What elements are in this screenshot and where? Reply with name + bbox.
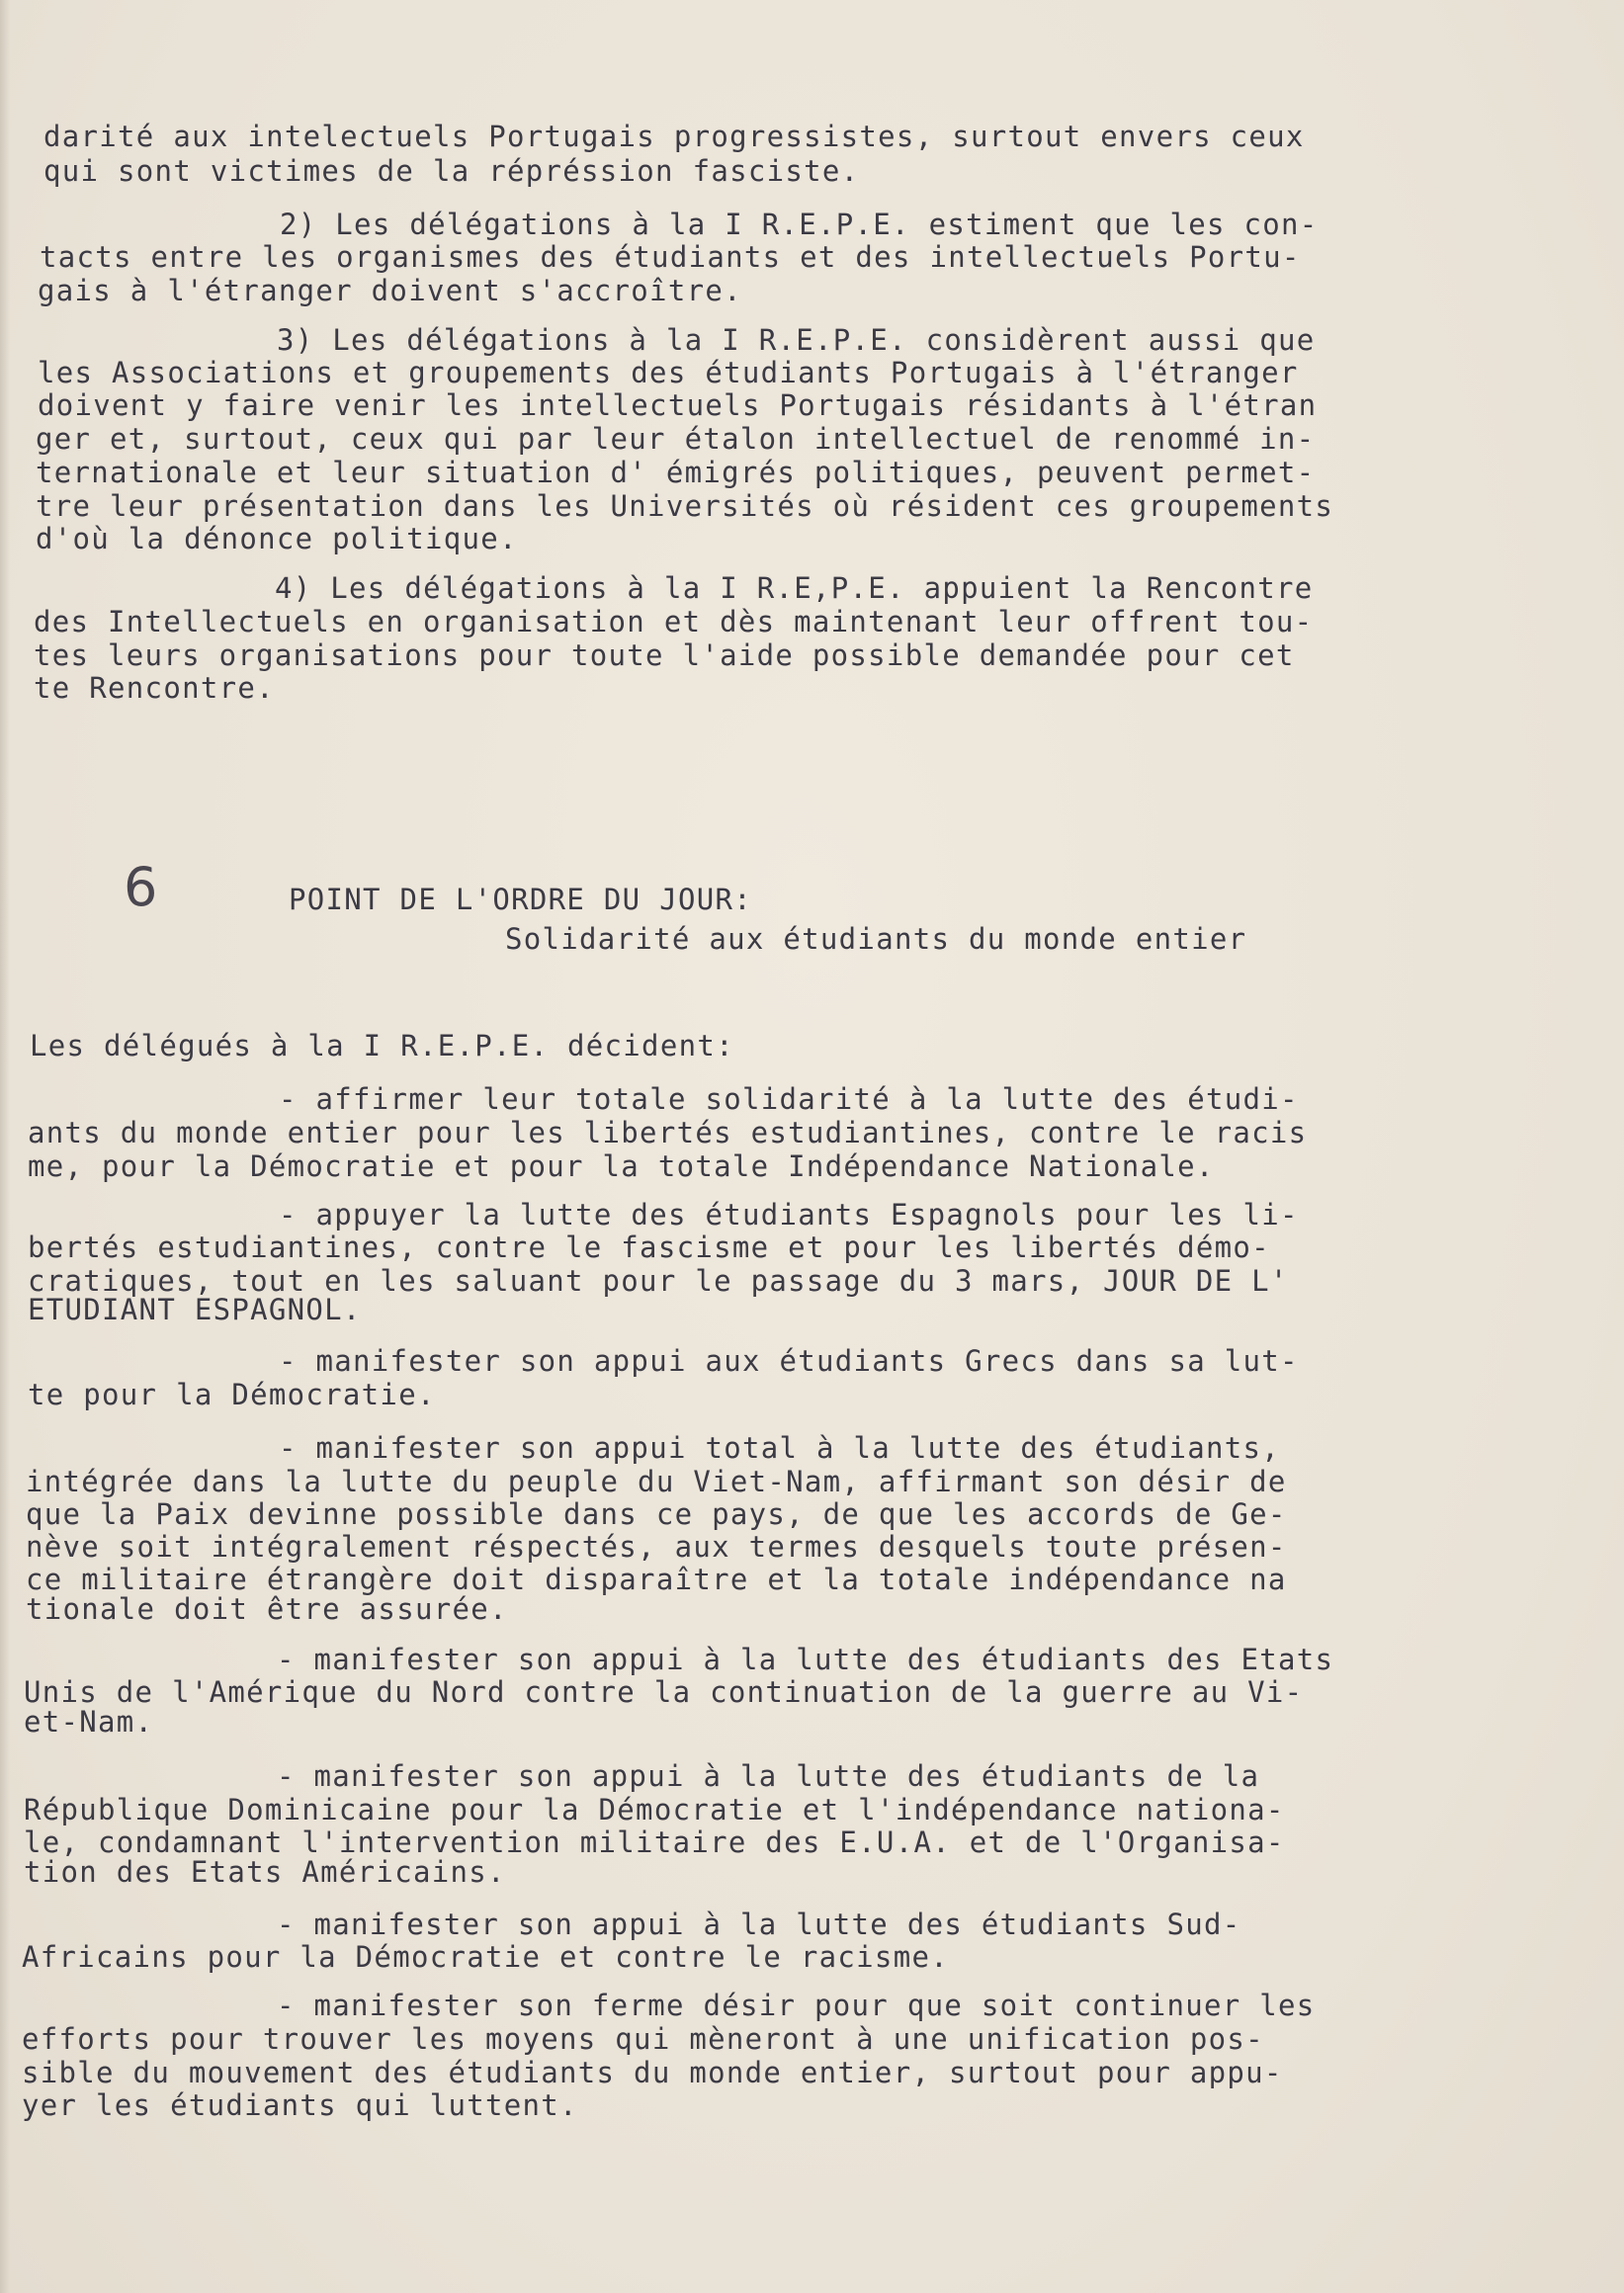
text-line: et-Nam. [24,1705,154,1739]
text-line: intégrée dans la lutte du peuple du Viet-Nam, affirmant son désir de [26,1465,1287,1498]
text-line: cratiques, tout en les saluant pour le passage du 3 mars, JOUR DE L' [28,1264,1289,1298]
text-line: ce militaire étrangère doit disparaître et la totale indépendance na [26,1563,1287,1596]
text-line: ger et, surtout, ceux qui par leur étalon intellectuel de renommé in- [36,422,1316,456]
text-line: gais à l'étranger doivent s'accroître. [38,274,742,307]
text-line: te Rencontre. [34,671,275,705]
list-item: - manifester son appui à la lutte des étudiants des Etats [277,1643,1334,1676]
text-line: doivent y faire venir les intellectuels Portugais résidants à l'étran [38,388,1318,422]
section-number: 6 [124,856,158,918]
text-line: ETUDIANT ESPAGNOL. [28,1293,362,1326]
text-line: sible du mouvement des étudiants du monde entier, surtout pour appu- [22,2056,1283,2089]
text-line: tacts entre les organismes des étudiants et des intellectuels Portu- [40,240,1301,274]
text-line: qui sont victimes de la répréssion fasciste. [43,154,860,188]
text-line: 3) Les délégations à la I R.E.P.E. considèrent aussi que [277,323,1316,357]
text-line: ternationale et leur situation d' émigrés politiques, peuvent permet- [36,456,1316,489]
list-item: - appuyer la lutte des étudiants Espagnols pour les li- [279,1198,1299,1231]
text-line: 2) Les délégations à la I R.E.P.E. estiment que les con- [280,208,1319,241]
text-line: d'où la dénonce politique. [36,522,518,555]
list-item: - manifester son appui total à la lutte des étudiants, [279,1431,1281,1465]
text-line: les Associations et groupements des étudiants Portugais à l'étranger [38,356,1299,389]
text-line: des Intellectuels en organisation et dès maintenant leur offrent tou- [34,605,1314,638]
section-subheading: Solidarité aux étudiants du monde entier [505,922,1247,956]
text-line: tionale doit être assurée. [26,1592,508,1626]
list-item: - manifester son appui aux étudiants Grecs dans sa lut- [279,1344,1299,1378]
text-line: me, pour la Démocratie et pour la totale Indépendance Nationale. [28,1149,1215,1183]
text-line: nève soit intégralement réspectés, aux termes desquels toute présen- [26,1530,1287,1564]
list-item: - manifester son appui à la lutte des étudiants Sud- [277,1908,1241,1941]
text-line: République Dominicaine pour la Démocratie et l'indépendance nationa- [24,1793,1285,1826]
text-line: que la Paix devinne possible dans ce pays, de que les accords de Ge- [26,1497,1287,1531]
text-line: ants du monde entier pour les libertés estudiantines, contre le racis [28,1116,1308,1149]
section-heading: POINT DE L'ORDRE DU JOUR: [289,883,752,916]
text-line: efforts pour trouver les moyens qui mèneront à une unification pos- [22,2022,1264,2056]
text-line: darité aux intelectuels Portugais progressistes, surtout envers ceux [43,120,1305,153]
text-line: yer les étudiants qui luttent. [22,2088,578,2122]
text-line: 4) Les délégations à la I R.E,P.E. appuient la Rencontre [275,571,1314,605]
list-item: - manifester son ferme désir pour que soit continuer les [277,1989,1316,2022]
text-line: tes leurs organisations pour toute l'aide possible demandée pour cet [34,638,1295,672]
text-line: Africains pour la Démocratie et contre le racisme. [22,1940,949,1974]
text-line: te pour la Démocratie. [28,1378,436,1411]
text-line: bertés estudiantines, contre le fascisme et pour les libertés démo- [28,1231,1270,1264]
text-line: tion des Etats Américains. [24,1855,506,1889]
text-line: le, condamnant l'intervention militaire des E.U.A. et de l'Organisa- [24,1826,1285,1859]
text-line: Les délégués à la I R.E.P.E. décident: [30,1029,734,1062]
text-line: Unis de l'Amérique du Nord contre la continuation de la guerre au Vi- [24,1675,1304,1709]
text-line: tre leur présentation dans les Universités où résident ces groupements [36,489,1334,523]
list-item: - affirmer leur totale solidarité à la lutte des étudi- [279,1082,1299,1116]
list-item: - manifester son appui à la lutte des étudiants de la [277,1759,1260,1793]
